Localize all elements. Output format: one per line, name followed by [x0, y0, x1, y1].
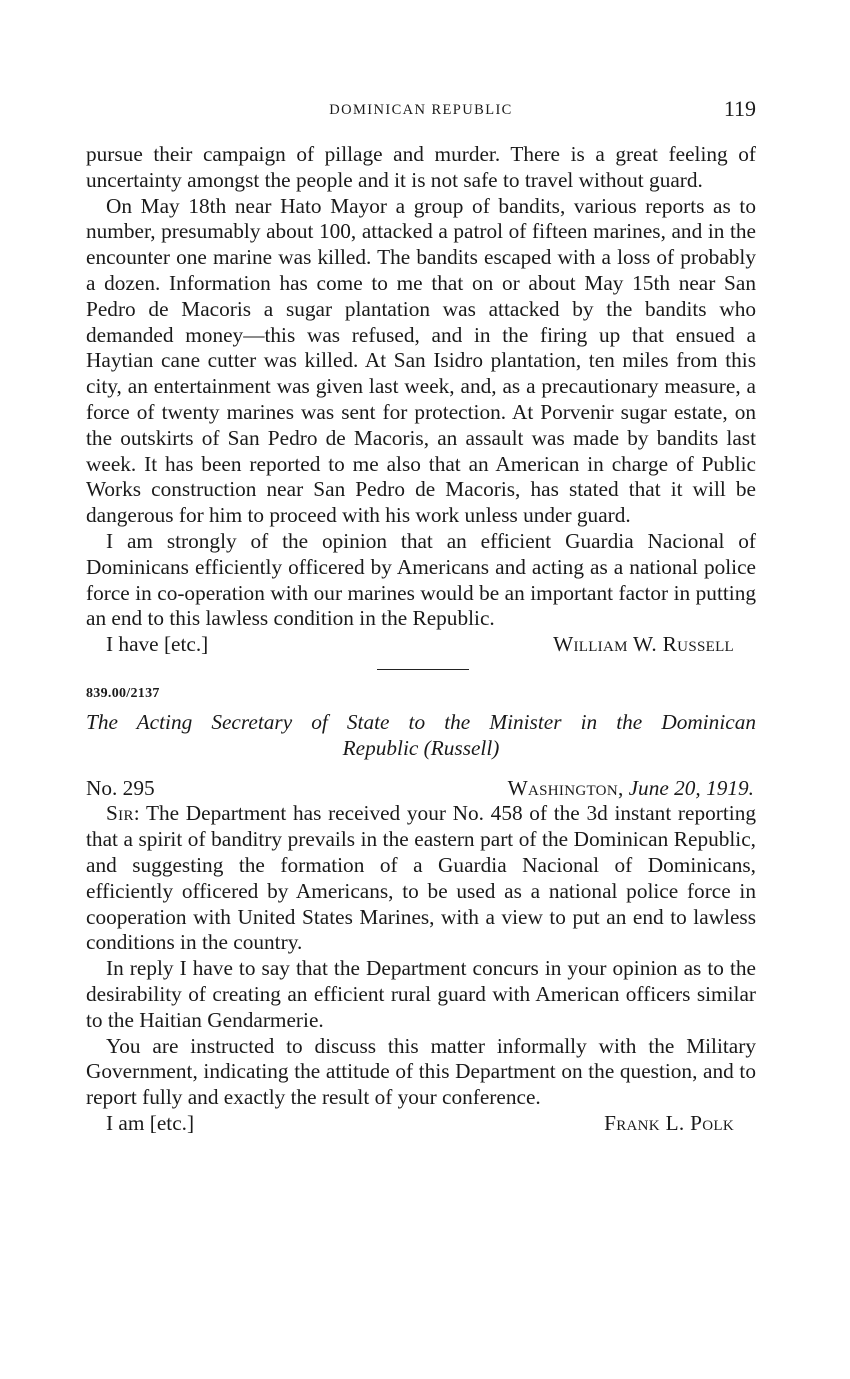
page-header	[86, 96, 756, 126]
paragraph: In reply I have to say that the Department concurs in your opinion as to the desirability of creating an efficient rural guard with American officers similar to the Haitian Gendarmerie.	[86, 956, 756, 1032]
paragraph: I am strongly of the opinion that an efficient Guardia Nacional of Dominicans efficiently officered by Americans and acting as a national police force in co-operation with our marines would be an important factor in putting an end to this lawless condition in the Republic.	[86, 528, 756, 631]
title-text: )	[492, 735, 500, 760]
file-number: 839.00/2137	[86, 685, 160, 701]
date: June 20, 1919.	[628, 775, 754, 800]
section-divider	[377, 669, 469, 670]
signature: Frank L. Polk	[604, 1110, 734, 1135]
paragraph: You are instructed to discuss this matter informally with the Military Government, indicating the attitude of this Department on the question, and to report fully and exactly the result of your conference.	[86, 1033, 756, 1110]
letter-russell	[86, 142, 756, 658]
addressee-name: Russell	[430, 735, 493, 760]
page-number: 119	[723, 96, 756, 121]
paragraph: pursue their campaign of pillage and murder. There is a great feeling of uncertainty amongst the people and it is not safe to travel without guard.	[86, 142, 756, 192]
salutation: Sir	[106, 801, 134, 826]
paragraph-text: : The Department has received your No. 458 of the 3d instant reporting that a spirit of banditry prevails in the eastern part of the Dominican Republic, and suggesting the formation of a Guardia Nacional of Dominicans, efficiently officered by Americans, to be used as a national police force in cooperation with United States Marines, with a view to put an end to lawless conditions in the country.	[86, 801, 756, 955]
closing-line	[86, 632, 756, 658]
dateline	[86, 776, 756, 802]
paragraph: On May 18th near Hato Mayor a group of bandits, various reports as to number, presumably about 100, attacked a patrol of fifteen marines, and in the encounter one marine was killed. The bandits escaped with a loss of probably a dozen. Information has come to me that on or about May 15th near San Pedro de Macoris a sugar plantation was attacked by the bandits who demanded money—this was refused, and in the firing up that ensued a Haytian cane cutter was killed. At San Isidro plantation, ten miles from this city, an entertainment was given last week, and, as a precautionary measure, a force of twenty marines was sent for protection. At Porvenir sugar estate, on the outskirts of San Pedro de Macoris, an assault was made by bandits last week. It has been reported to me also that an American in charge of Public Works construction near San Pedro de Macoris, has stated that it will be dangerous for him to proceed with his work unless under guard.	[86, 193, 756, 528]
paragraph	[86, 801, 756, 956]
closing-line	[86, 1111, 756, 1137]
signature: William W. Russell	[553, 632, 734, 657]
closing-phrase: I am [etc.]	[106, 1110, 195, 1135]
title-line-2	[343, 736, 500, 760]
letter-polk	[86, 686, 756, 1137]
dispatch-number: No. 295	[86, 775, 155, 800]
document-page	[86, 96, 756, 1137]
document-title	[86, 710, 756, 762]
running-head: DOMINICAN REPUBLIC	[329, 102, 513, 118]
place: Washington	[507, 775, 618, 800]
place-date: Washington, June 20, 1919.	[507, 775, 754, 800]
closing-phrase: I have [etc.]	[106, 632, 209, 657]
title-line-1: The Acting Secretary of State to the Minister in the Dominican	[86, 709, 756, 734]
title-text: Republic (	[342, 735, 431, 760]
